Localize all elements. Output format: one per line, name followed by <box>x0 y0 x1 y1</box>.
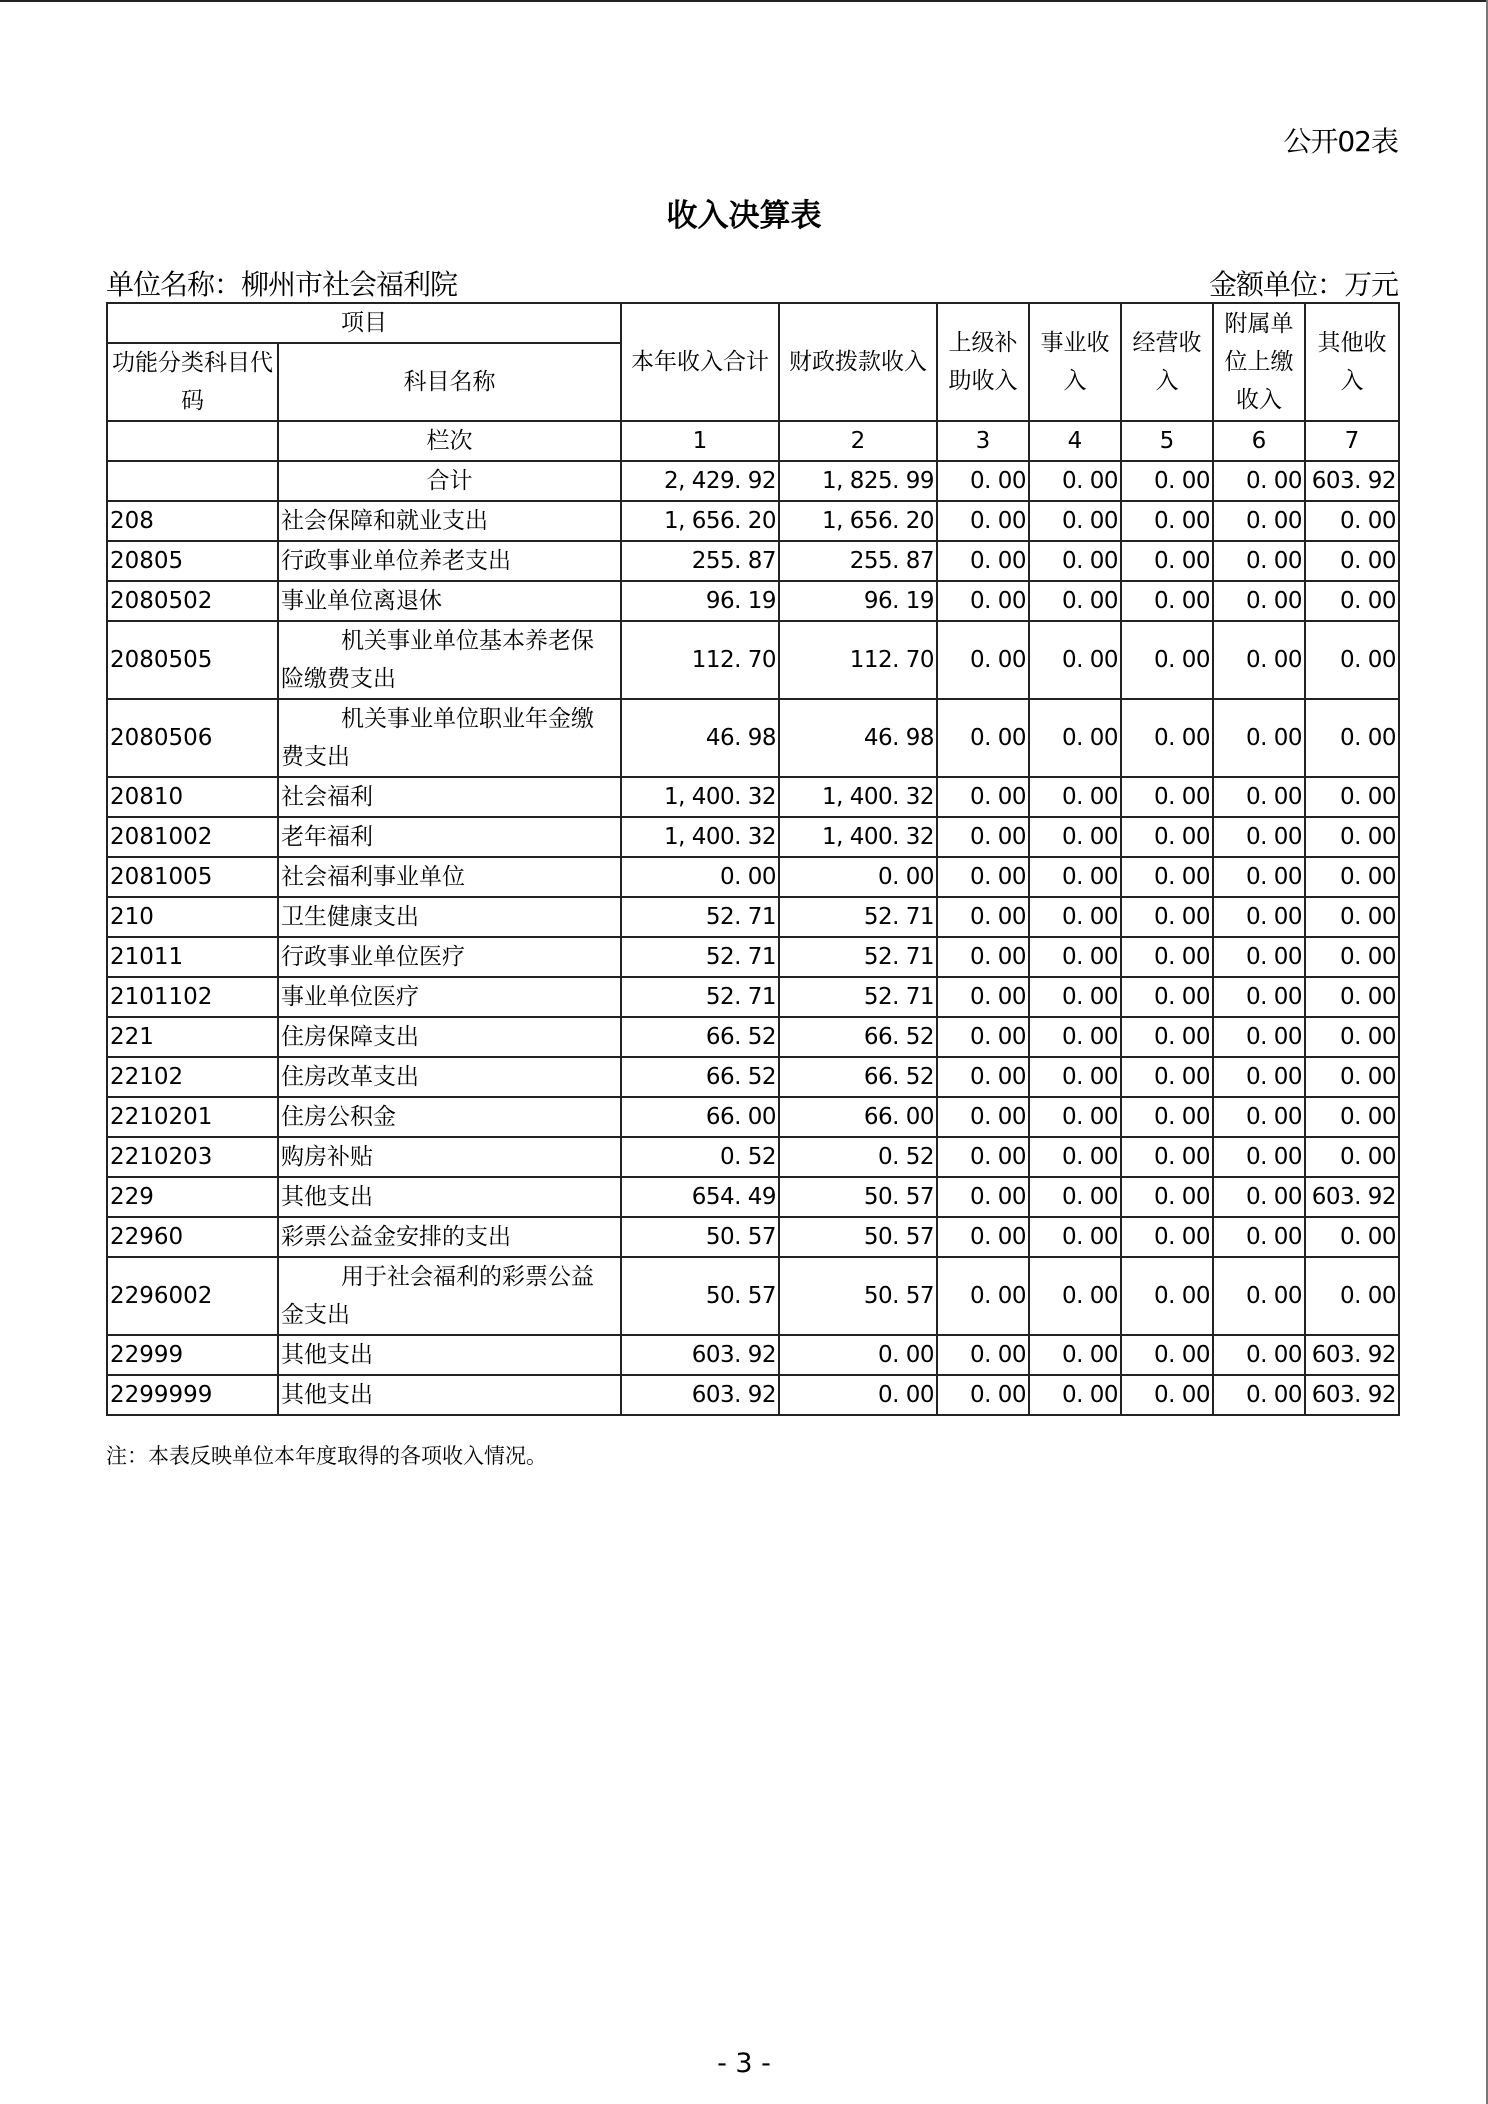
amount-cell: 0. 00 <box>1121 817 1213 857</box>
amount-cell: 603. 92 <box>1305 1335 1399 1375</box>
amount-cell: 1, 656. 20 <box>621 501 779 541</box>
amount-cell: 96. 19 <box>621 581 779 621</box>
table-row <box>107 501 1399 541</box>
amount-cell: 0. 00 <box>937 1137 1029 1177</box>
subject-code: 2081002 <box>107 817 278 857</box>
subject-name: 社会福利事业单位 <box>278 857 621 897</box>
amount-cell: 0. 00 <box>1121 1217 1213 1257</box>
amount-cell: 0. 00 <box>1029 857 1121 897</box>
amount-cell: 0. 00 <box>1029 621 1121 699</box>
total-row <box>107 461 1399 501</box>
amount-cell: 66. 52 <box>779 1017 937 1057</box>
amount-cell: 50. 57 <box>779 1177 937 1217</box>
amount-cell: 0. 00 <box>1121 897 1213 937</box>
amount-unit: 金额单位：万元 <box>1208 268 1398 301</box>
amount-cell: 0. 00 <box>621 857 779 897</box>
amount-cell: 1, 400. 32 <box>621 817 779 857</box>
amount-cell: 0. 00 <box>1213 1217 1305 1257</box>
amount-cell: 0. 00 <box>1029 1017 1121 1057</box>
subject-name: 社会福利 <box>278 777 621 817</box>
subject-name-line-1: 机关事业单位基本养老保 <box>341 628 594 654</box>
subject-name <box>278 1257 621 1335</box>
amount-cell: 66. 00 <box>779 1097 937 1137</box>
amount-cell: 0. 00 <box>1029 937 1121 977</box>
amount-cell: 52. 71 <box>779 937 937 977</box>
amount-cell: 52. 71 <box>621 977 779 1017</box>
amount-cell: 0. 00 <box>1121 1177 1213 1217</box>
table-row <box>107 817 1399 857</box>
subject-name: 其他支出 <box>278 1375 621 1415</box>
amount-cell: 0. 00 <box>1213 777 1305 817</box>
amount-cell: 0. 00 <box>1121 977 1213 1017</box>
subject-name: 其他支出 <box>278 1335 621 1375</box>
subject-code: 2296002 <box>107 1257 278 1335</box>
amount-cell: 46. 98 <box>621 699 779 777</box>
amount-cell: 1, 400. 32 <box>779 817 937 857</box>
amount-cell: 0. 00 <box>1305 541 1399 581</box>
subject-name: 卫生健康支出 <box>278 897 621 937</box>
amount-cell: 0. 00 <box>1213 977 1305 1017</box>
amount-cell: 0. 00 <box>937 1217 1029 1257</box>
subject-name: 购房补贴 <box>278 1137 621 1177</box>
amount-cell: 0. 00 <box>1029 699 1121 777</box>
subject-name: 住房保障支出 <box>278 1017 621 1057</box>
amount-cell: 0. 00 <box>937 897 1029 937</box>
table-row <box>107 541 1399 581</box>
amount-cell: 0. 00 <box>1305 977 1399 1017</box>
amount-cell: 0. 00 <box>1213 581 1305 621</box>
header-row-item <box>107 303 1399 343</box>
amount-cell: 603. 92 <box>621 1335 779 1375</box>
total-label: 合计 <box>278 461 621 501</box>
table-row <box>107 581 1399 621</box>
amount-cell: 66. 52 <box>621 1017 779 1057</box>
subject-name <box>278 699 621 777</box>
amount-cell: 0. 00 <box>1029 777 1121 817</box>
table-row <box>107 1375 1399 1415</box>
subject-name: 老年福利 <box>278 817 621 857</box>
amount-cell: 0. 00 <box>1305 1257 1399 1335</box>
header-row-column-numbers <box>107 421 1399 461</box>
header-col-5: 经营收入 <box>1121 303 1213 421</box>
column-no-1: 1 <box>621 421 779 461</box>
subject-name: 事业单位离退休 <box>278 581 621 621</box>
subject-code: 2101102 <box>107 977 278 1017</box>
total-value: 1, 825. 99 <box>779 461 937 501</box>
amount-cell: 0. 00 <box>1121 1097 1213 1137</box>
amount-cell: 0. 00 <box>1305 1137 1399 1177</box>
amount-cell: 0. 00 <box>937 1375 1029 1415</box>
header-col-3: 上级补助收入 <box>937 303 1029 421</box>
header-name: 科目名称 <box>278 343 621 421</box>
amount-cell: 0. 00 <box>937 501 1029 541</box>
amount-cell: 0. 00 <box>1213 857 1305 897</box>
subject-name: 彩票公益金安排的支出 <box>278 1217 621 1257</box>
amount-cell: 112. 70 <box>621 621 779 699</box>
table-row <box>107 1257 1399 1335</box>
amount-cell: 603. 92 <box>621 1375 779 1415</box>
subject-code: 221 <box>107 1017 278 1057</box>
subject-code: 2080506 <box>107 699 278 777</box>
total-value: 0. 00 <box>1213 461 1305 501</box>
table-note: 注：本表反映单位本年度取得的各项收入情况。 <box>106 1444 547 1468</box>
amount-cell: 0. 00 <box>1121 1137 1213 1177</box>
amount-cell: 66. 52 <box>621 1057 779 1097</box>
amount-cell: 0. 00 <box>1121 1017 1213 1057</box>
amount-cell: 66. 52 <box>779 1057 937 1097</box>
amount-cell: 0. 00 <box>937 1017 1029 1057</box>
amount-cell: 0. 00 <box>1213 541 1305 581</box>
subject-code: 2080502 <box>107 581 278 621</box>
amount-cell: 0. 00 <box>779 1335 937 1375</box>
amount-cell: 0. 00 <box>937 621 1029 699</box>
amount-cell: 0. 00 <box>1029 1335 1121 1375</box>
amount-cell: 0. 00 <box>1305 1017 1399 1057</box>
header-code: 功能分类科目代码 <box>107 343 278 421</box>
amount-cell: 0. 00 <box>1029 1375 1121 1415</box>
column-no-4: 4 <box>1029 421 1121 461</box>
amount-cell: 0. 00 <box>1213 1097 1305 1137</box>
amount-cell: 66. 00 <box>621 1097 779 1137</box>
amount-cell: 0. 00 <box>1213 1057 1305 1097</box>
amount-cell: 0. 00 <box>937 937 1029 977</box>
amount-cell: 0. 00 <box>1029 541 1121 581</box>
amount-cell: 0. 00 <box>1121 1335 1213 1375</box>
subject-code: 21011 <box>107 937 278 977</box>
amount-cell: 0. 52 <box>779 1137 937 1177</box>
amount-cell: 0. 00 <box>1213 621 1305 699</box>
header-col-7: 其他收入 <box>1305 303 1399 421</box>
amount-cell: 50. 57 <box>779 1217 937 1257</box>
amount-cell: 0. 00 <box>1213 897 1305 937</box>
amount-cell: 0. 00 <box>1305 1217 1399 1257</box>
table-row <box>107 857 1399 897</box>
total-value: 0. 00 <box>1029 461 1121 501</box>
subject-name-line-2: 费支出 <box>281 744 350 770</box>
amount-cell: 0. 00 <box>1121 699 1213 777</box>
subject-code: 229 <box>107 1177 278 1217</box>
page-number: - 3 - <box>717 2048 771 2079</box>
subject-name: 住房改革支出 <box>278 1057 621 1097</box>
total-value: 2, 429. 92 <box>621 461 779 501</box>
empty-cell <box>107 421 278 461</box>
amount-cell: 255. 87 <box>779 541 937 581</box>
amount-cell: 255. 87 <box>621 541 779 581</box>
amount-cell: 0. 00 <box>1029 1137 1121 1177</box>
amount-cell: 112. 70 <box>779 621 937 699</box>
total-value: 603. 92 <box>1305 461 1399 501</box>
header-col-2: 财政拨款收入 <box>779 303 937 421</box>
amount-cell: 0. 00 <box>1121 1057 1213 1097</box>
amount-cell: 0. 00 <box>1213 1257 1305 1335</box>
subject-name: 其他支出 <box>278 1177 621 1217</box>
table-row <box>107 699 1399 777</box>
form-code: 公开02表 <box>1283 125 1398 158</box>
table-row <box>107 1177 1399 1217</box>
amount-cell: 0. 00 <box>1305 1097 1399 1137</box>
amount-cell: 0. 00 <box>937 699 1029 777</box>
amount-cell: 0. 00 <box>1029 1177 1121 1217</box>
amount-cell: 52. 71 <box>779 977 937 1017</box>
amount-cell: 0. 00 <box>1121 621 1213 699</box>
amount-cell: 0. 00 <box>1305 501 1399 541</box>
amount-cell: 0. 00 <box>937 857 1029 897</box>
page-title: 收入决算表 <box>666 198 822 234</box>
table-row <box>107 777 1399 817</box>
table-row <box>107 1217 1399 1257</box>
subject-name: 行政事业单位医疗 <box>278 937 621 977</box>
subject-code: 2299999 <box>107 1375 278 1415</box>
amount-cell: 0. 00 <box>1305 937 1399 977</box>
table-row <box>107 1137 1399 1177</box>
amount-cell: 0. 00 <box>1121 581 1213 621</box>
amount-cell: 1, 656. 20 <box>779 501 937 541</box>
amount-cell: 0. 00 <box>1305 777 1399 817</box>
amount-cell: 0. 00 <box>1121 857 1213 897</box>
subject-code: 22102 <box>107 1057 278 1097</box>
amount-cell: 52. 71 <box>621 937 779 977</box>
amount-cell: 0. 00 <box>937 541 1029 581</box>
subject-name-line-1: 用于社会福利的彩票公益 <box>341 1264 594 1290</box>
subject-code: 2210203 <box>107 1137 278 1177</box>
amount-cell: 0. 00 <box>1029 581 1121 621</box>
amount-cell: 0. 00 <box>1029 1257 1121 1335</box>
amount-cell: 0. 00 <box>1029 1217 1121 1257</box>
empty-cell <box>107 461 278 501</box>
amount-cell: 0. 00 <box>1305 817 1399 857</box>
amount-cell: 0. 00 <box>937 1177 1029 1217</box>
amount-cell: 0. 00 <box>1305 1057 1399 1097</box>
amount-cell: 654. 49 <box>621 1177 779 1217</box>
amount-cell: 46. 98 <box>779 699 937 777</box>
column-no-3: 3 <box>937 421 1029 461</box>
amount-cell: 0. 00 <box>1121 541 1213 581</box>
amount-cell: 1, 400. 32 <box>621 777 779 817</box>
amount-cell: 0. 00 <box>937 977 1029 1017</box>
amount-cell: 0. 00 <box>1213 699 1305 777</box>
amount-cell: 0. 00 <box>1029 1097 1121 1137</box>
column-no-2: 2 <box>779 421 937 461</box>
amount-cell: 0. 00 <box>779 1375 937 1415</box>
subject-name-line-1: 机关事业单位职业年金缴 <box>341 706 594 732</box>
subject-code: 22999 <box>107 1335 278 1375</box>
table-row <box>107 937 1399 977</box>
subject-code: 2081005 <box>107 857 278 897</box>
amount-cell: 0. 00 <box>1305 857 1399 897</box>
header-col-6: 附属单位上缴收入 <box>1213 303 1305 421</box>
amount-cell: 0. 00 <box>937 817 1029 857</box>
amount-cell: 0. 00 <box>1305 897 1399 937</box>
amount-cell: 0. 00 <box>1029 897 1121 937</box>
total-value: 0. 00 <box>937 461 1029 501</box>
amount-cell: 50. 57 <box>621 1257 779 1335</box>
amount-cell: 0. 00 <box>1213 817 1305 857</box>
subject-code: 208 <box>107 501 278 541</box>
column-no-7: 7 <box>1305 421 1399 461</box>
subject-code: 20810 <box>107 777 278 817</box>
subject-code: 210 <box>107 897 278 937</box>
amount-cell: 50. 57 <box>621 1217 779 1257</box>
amount-cell: 0. 00 <box>937 581 1029 621</box>
header-item: 项目 <box>107 303 621 343</box>
subject-code: 2210201 <box>107 1097 278 1137</box>
amount-cell: 0. 00 <box>1029 1057 1121 1097</box>
amount-cell: 0. 00 <box>1121 777 1213 817</box>
table-row <box>107 1097 1399 1137</box>
amount-cell: 603. 92 <box>1305 1375 1399 1415</box>
amount-cell: 603. 92 <box>1305 1177 1399 1217</box>
amount-cell: 0. 00 <box>937 1057 1029 1097</box>
amount-cell: 0. 00 <box>1305 581 1399 621</box>
unit-name: 单位名称：柳州市社会福利院 <box>106 268 458 301</box>
amount-cell: 0. 00 <box>1029 817 1121 857</box>
subject-name-line-2: 金支出 <box>281 1302 350 1328</box>
amount-cell: 0. 00 <box>937 1097 1029 1137</box>
subject-name: 事业单位医疗 <box>278 977 621 1017</box>
column-no-label: 栏次 <box>278 421 621 461</box>
subject-code: 2080505 <box>107 621 278 699</box>
amount-cell: 0. 00 <box>779 857 937 897</box>
total-value: 0. 00 <box>1121 461 1213 501</box>
table-row <box>107 977 1399 1017</box>
amount-cell: 96. 19 <box>779 581 937 621</box>
table-row <box>107 1335 1399 1375</box>
column-no-6: 6 <box>1213 421 1305 461</box>
amount-cell: 0. 00 <box>937 1335 1029 1375</box>
amount-cell: 0. 00 <box>1213 937 1305 977</box>
amount-cell: 0. 00 <box>1213 1335 1305 1375</box>
table-row <box>107 621 1399 699</box>
subject-name-line-2: 险缴费支出 <box>281 666 396 692</box>
amount-cell: 0. 00 <box>937 1257 1029 1335</box>
amount-cell: 0. 00 <box>1213 1177 1305 1217</box>
subject-code: 22960 <box>107 1217 278 1257</box>
subject-name: 住房公积金 <box>278 1097 621 1137</box>
amount-cell: 52. 71 <box>779 897 937 937</box>
column-no-5: 5 <box>1121 421 1213 461</box>
income-table <box>106 302 1400 1416</box>
subject-name <box>278 621 621 699</box>
subject-name: 行政事业单位养老支出 <box>278 541 621 581</box>
amount-cell: 50. 57 <box>779 1257 937 1335</box>
amount-cell: 0. 00 <box>1121 937 1213 977</box>
table-row <box>107 897 1399 937</box>
subject-code: 20805 <box>107 541 278 581</box>
amount-cell: 0. 00 <box>1305 699 1399 777</box>
table-row <box>107 1057 1399 1097</box>
amount-cell: 0. 00 <box>1213 1137 1305 1177</box>
amount-cell: 52. 71 <box>621 897 779 937</box>
amount-cell: 0. 00 <box>1305 621 1399 699</box>
amount-cell: 0. 00 <box>1029 977 1121 1017</box>
amount-cell: 0. 00 <box>937 777 1029 817</box>
amount-cell: 0. 52 <box>621 1137 779 1177</box>
amount-cell: 0. 00 <box>1029 501 1121 541</box>
amount-cell: 0. 00 <box>1121 1375 1213 1415</box>
amount-cell: 0. 00 <box>1213 501 1305 541</box>
amount-cell: 0. 00 <box>1213 1375 1305 1415</box>
amount-cell: 1, 400. 32 <box>779 777 937 817</box>
header-col-1: 本年收入合计 <box>621 303 779 421</box>
header-col-4: 事业收入 <box>1029 303 1121 421</box>
subject-name: 社会保障和就业支出 <box>278 501 621 541</box>
table-row <box>107 1017 1399 1057</box>
amount-cell: 0. 00 <box>1121 501 1213 541</box>
amount-cell: 0. 00 <box>1213 1017 1305 1057</box>
amount-cell: 0. 00 <box>1121 1257 1213 1335</box>
page-top-border <box>0 0 1488 2</box>
